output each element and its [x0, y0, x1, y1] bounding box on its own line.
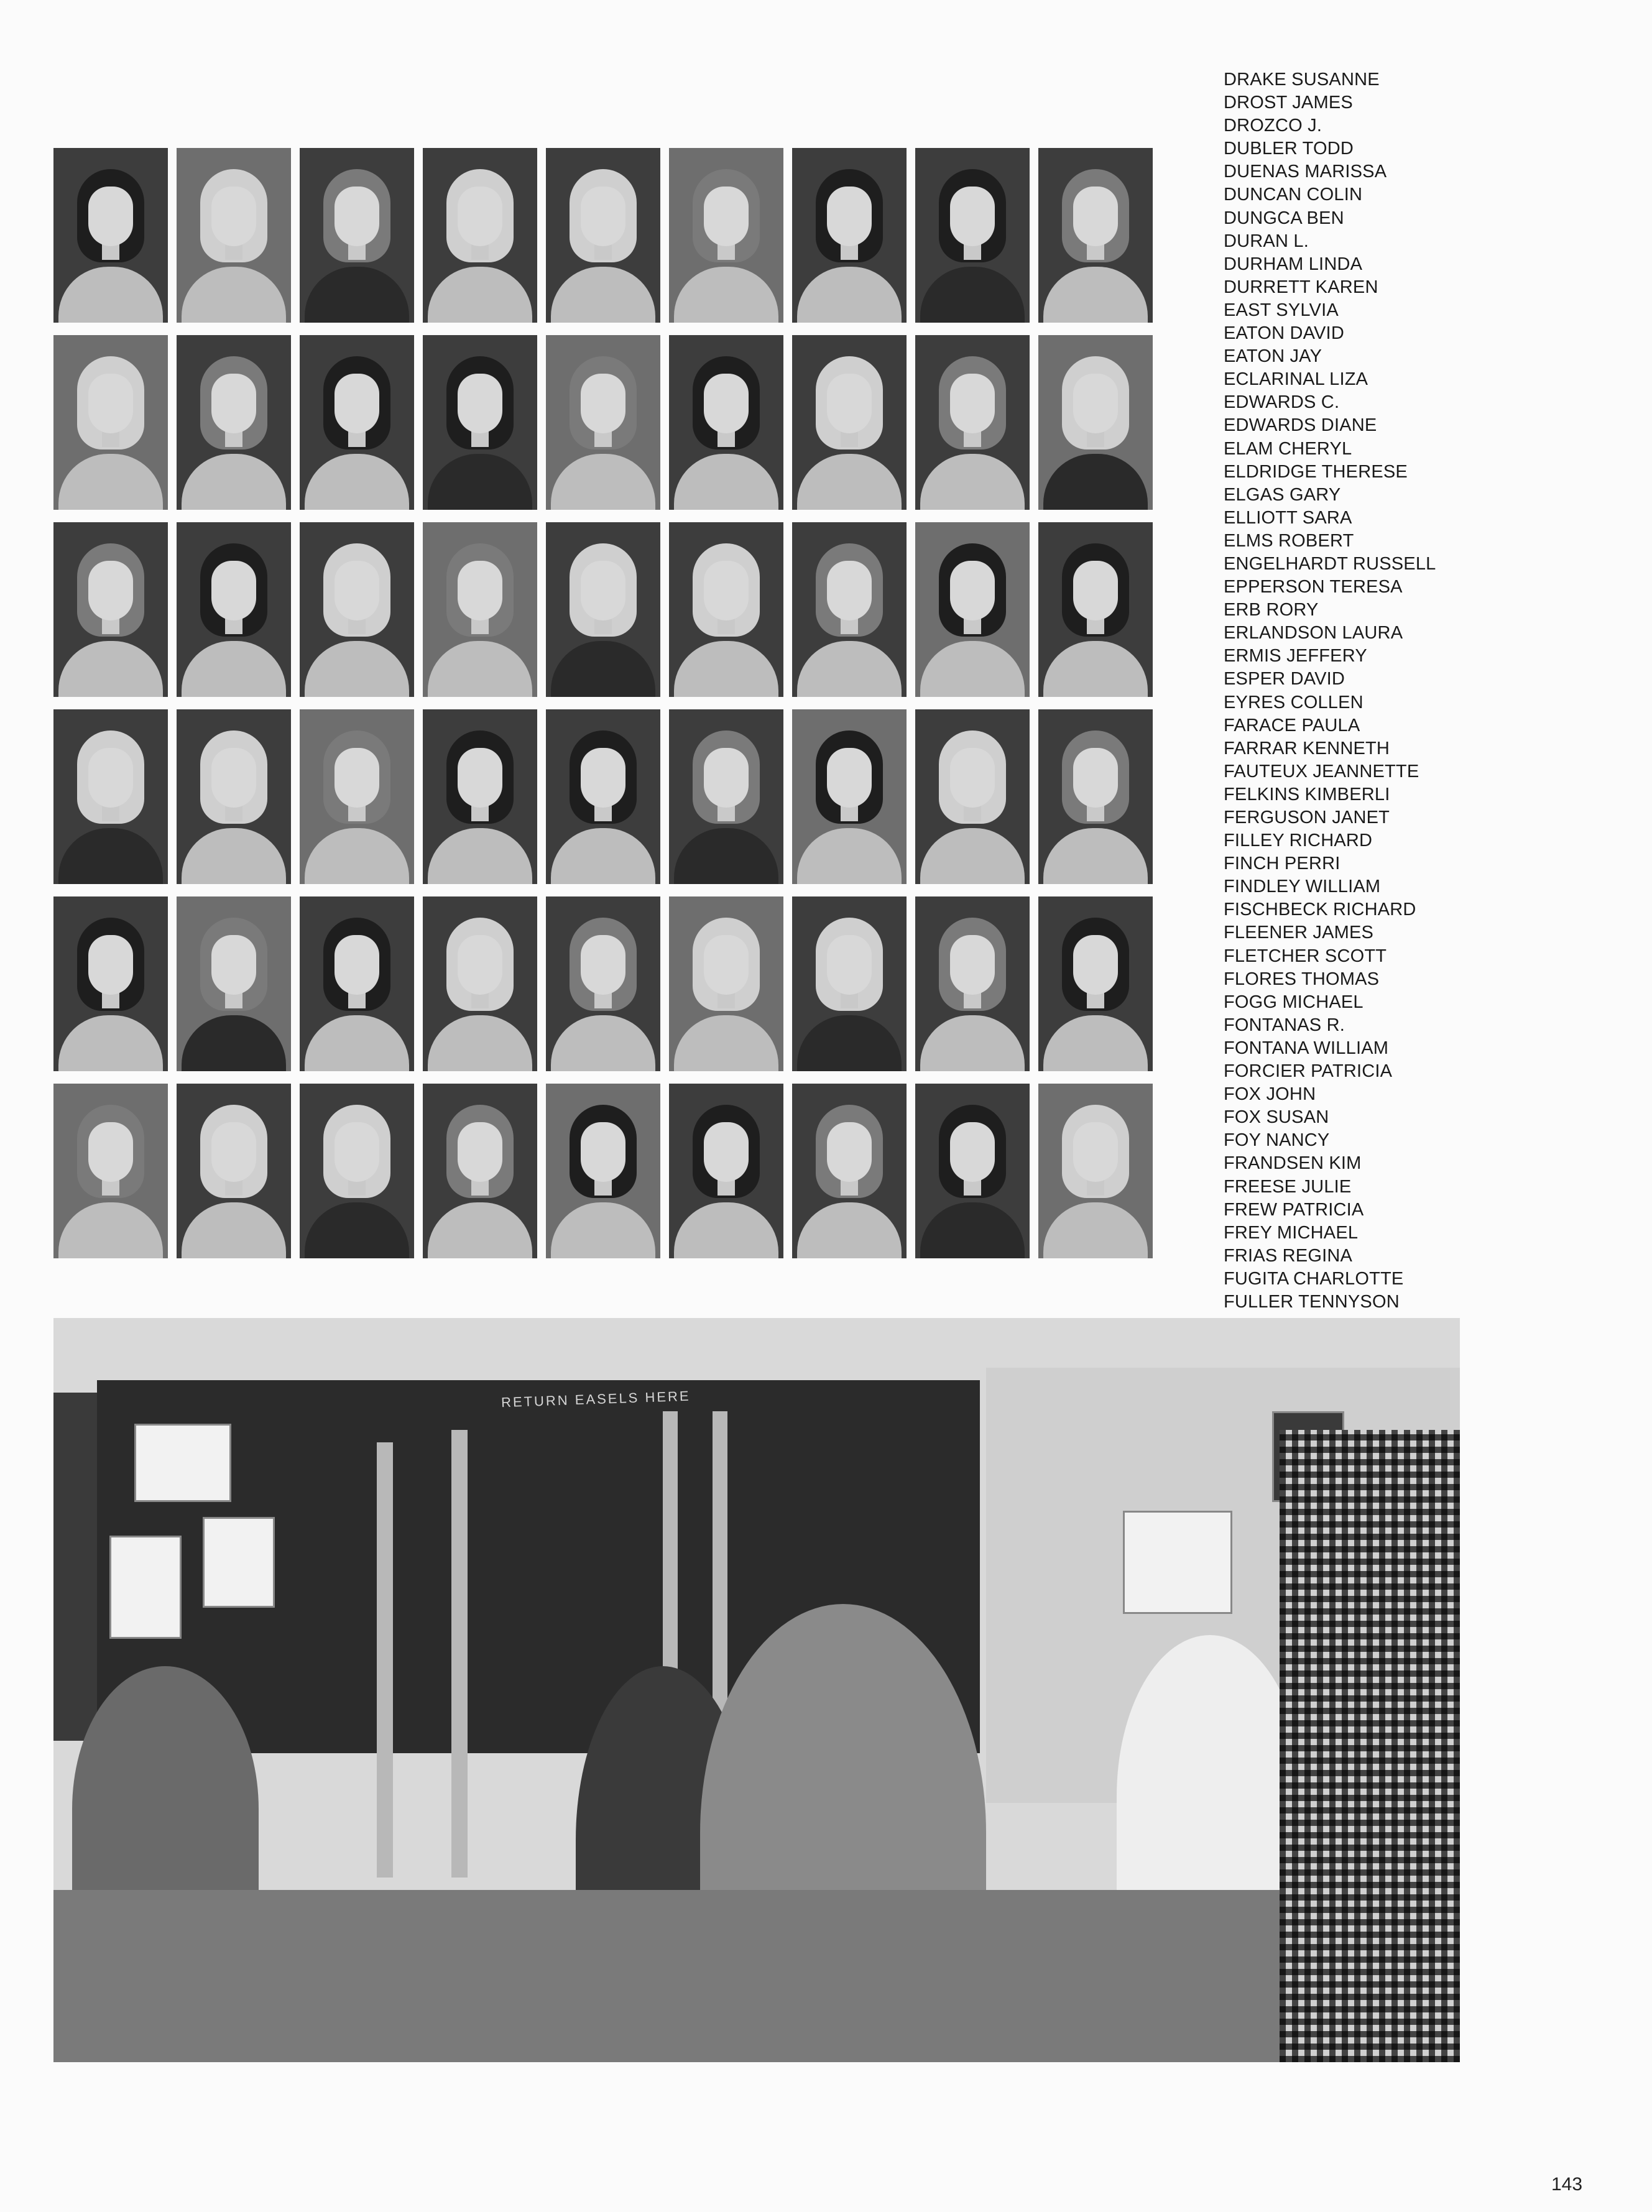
portrait-face — [1073, 1122, 1118, 1182]
student-name: FREY MICHAEL — [1224, 1222, 1359, 1243]
portrait-face — [581, 1122, 625, 1182]
portrait-face — [704, 1122, 749, 1182]
portrait-face — [335, 748, 379, 808]
student-name: FREESE JULIE — [1224, 1176, 1352, 1197]
student-portrait — [423, 709, 537, 884]
student-name: DUENAS MARISSA — [1224, 162, 1387, 182]
portrait-shoulders — [305, 641, 409, 697]
portrait-face — [950, 561, 995, 620]
portrait-face — [827, 561, 872, 620]
student-name: FLORES THOMAS — [1224, 969, 1380, 989]
portrait-shoulders — [920, 828, 1025, 884]
portrait-shoulders — [428, 828, 532, 884]
student-name: ERLANDSON LAURA — [1224, 623, 1403, 643]
student-name: FRANDSEN KIM — [1224, 1153, 1362, 1174]
portrait-face — [211, 187, 256, 246]
portrait-face — [950, 374, 995, 433]
student-portrait — [792, 148, 907, 323]
student-portrait — [546, 522, 660, 697]
portrait-shoulders — [305, 267, 409, 323]
student-name: ERB RORY — [1224, 600, 1319, 620]
student-name: FINDLEY WILLIAM — [1224, 877, 1381, 897]
portrait-face — [581, 374, 625, 433]
student-name: FARACE PAULA — [1224, 715, 1360, 735]
student-name: DUBLER TODD — [1224, 139, 1354, 159]
portrait-face — [950, 1122, 995, 1182]
student-name: ELAM CHERYL — [1224, 438, 1352, 459]
student-portrait — [177, 148, 291, 323]
student-name: DURAN L. — [1224, 231, 1309, 251]
portrait-shoulders — [1043, 641, 1148, 697]
student-portrait — [177, 896, 291, 1071]
portrait-face — [1073, 748, 1118, 808]
portrait-shoulders — [797, 828, 902, 884]
student-portrait — [53, 335, 168, 510]
portrait-face — [458, 561, 502, 620]
portrait-shoulders — [920, 454, 1025, 510]
student-portrait — [792, 896, 907, 1071]
portrait-shoulders — [920, 267, 1025, 323]
portrait-face — [827, 187, 872, 246]
student-portrait — [423, 148, 537, 323]
student-portrait — [546, 335, 660, 510]
portrait-face — [88, 748, 133, 808]
student-portrait — [1038, 335, 1153, 510]
student-portrait — [423, 896, 537, 1071]
portrait-shoulders — [1043, 454, 1148, 510]
portrait-face — [581, 748, 625, 808]
student-name: DURRETT KAREN — [1224, 277, 1378, 297]
student-portrait — [792, 1084, 907, 1258]
student-name: FORCIER PATRICIA — [1224, 1061, 1393, 1082]
portrait-face — [704, 935, 749, 995]
student-portrait — [915, 1084, 1030, 1258]
portrait-shoulders — [428, 454, 532, 510]
student-portrait — [669, 896, 783, 1071]
student-name: FULLER TENNYSON — [1224, 1291, 1400, 1312]
student-portrait — [53, 148, 168, 323]
portrait-shoulders — [551, 828, 655, 884]
student-portrait — [669, 148, 783, 323]
portrait-face — [458, 935, 502, 995]
student-portrait — [915, 896, 1030, 1071]
portrait-face — [458, 374, 502, 433]
student-name: FREW PATRICIA — [1224, 1199, 1364, 1220]
portrait-shoulders — [920, 1202, 1025, 1258]
portrait-face — [827, 374, 872, 433]
student-name: DROZCO J. — [1224, 116, 1322, 136]
portrait-face — [458, 748, 502, 808]
student-portrait — [915, 709, 1030, 884]
page-number: 143 — [1551, 2174, 1583, 2195]
portrait-face — [1073, 374, 1118, 433]
student-portrait — [669, 1084, 783, 1258]
portrait-shoulders — [674, 828, 778, 884]
student-name: FELKINS KIMBERLI — [1224, 784, 1390, 804]
student-portrait — [1038, 522, 1153, 697]
pinned-drawing — [1123, 1511, 1232, 1614]
portrait-shoulders — [58, 641, 163, 697]
portrait-face — [335, 374, 379, 433]
portrait-face — [458, 1122, 502, 1182]
student-name: FARRAR KENNETH — [1224, 738, 1390, 758]
portrait-face — [1073, 935, 1118, 995]
portrait-shoulders — [58, 828, 163, 884]
student-portrait — [423, 1084, 537, 1258]
student-portrait — [1038, 896, 1153, 1071]
portrait-face — [335, 1122, 379, 1182]
student-name: FILLEY RICHARD — [1224, 831, 1373, 851]
student-portrait — [423, 335, 537, 510]
student-name: FLEENER JAMES — [1224, 923, 1374, 943]
student-name-list — [1224, 68, 1436, 1314]
student-portrait — [300, 522, 414, 697]
student-portrait — [669, 709, 783, 884]
pinned-drawing — [203, 1517, 275, 1608]
student-name: FOX JOHN — [1224, 1084, 1316, 1105]
portrait-grid — [53, 148, 1156, 1260]
portrait-face — [704, 561, 749, 620]
student-name: ENGELHARDT RUSSELL — [1224, 553, 1436, 574]
student-portrait — [792, 335, 907, 510]
student-name: EDWARDS DIANE — [1224, 415, 1377, 436]
student-name: EATON JAY — [1224, 346, 1322, 367]
portrait-face — [88, 374, 133, 433]
student-portrait — [792, 709, 907, 884]
portrait-face — [827, 748, 872, 808]
portrait-shoulders — [797, 267, 902, 323]
student-name: DROST JAMES — [1224, 93, 1353, 113]
easel — [377, 1442, 393, 1878]
portrait-face — [211, 1122, 256, 1182]
portrait-face — [581, 561, 625, 620]
student-portrait — [1038, 709, 1153, 884]
portrait-shoulders — [58, 267, 163, 323]
portrait-shoulders — [797, 641, 902, 697]
student-name: FONTANA WILLIAM — [1224, 1038, 1389, 1058]
student-portrait — [546, 148, 660, 323]
portrait-face — [335, 561, 379, 620]
student-portrait — [300, 335, 414, 510]
easel — [451, 1430, 468, 1878]
portrait-shoulders — [551, 1015, 655, 1071]
portrait-shoulders — [674, 267, 778, 323]
portrait-face — [211, 561, 256, 620]
portrait-shoulders — [551, 1202, 655, 1258]
portrait-shoulders — [428, 641, 532, 697]
student-portrait — [546, 896, 660, 1071]
portrait-shoulders — [182, 1202, 286, 1258]
portrait-face — [335, 935, 379, 995]
portrait-shoulders — [920, 641, 1025, 697]
student-name: ELGAS GARY — [1224, 484, 1341, 505]
student-name: FUGITA CHARLOTTE — [1224, 1268, 1404, 1289]
student-name: FINCH PERRI — [1224, 854, 1341, 874]
student-portrait — [546, 709, 660, 884]
student-name: FISCHBECK RICHARD — [1224, 900, 1416, 920]
portrait-face — [211, 374, 256, 433]
portrait-face — [88, 1122, 133, 1182]
desk — [53, 1890, 1460, 2062]
portrait-shoulders — [182, 454, 286, 510]
student-portrait — [177, 1084, 291, 1258]
pinned-drawing — [109, 1536, 182, 1639]
portrait-shoulders — [182, 641, 286, 697]
student-name: FLETCHER SCOTT — [1224, 946, 1387, 966]
student-portrait — [177, 709, 291, 884]
student-portrait — [300, 709, 414, 884]
student-name: ELDRIDGE THERESE — [1224, 461, 1408, 482]
portrait-shoulders — [551, 641, 655, 697]
portrait-shoulders — [1043, 1202, 1148, 1258]
portrait-shoulders — [58, 1202, 163, 1258]
portrait-face — [704, 374, 749, 433]
portrait-shoulders — [305, 454, 409, 510]
portrait-face — [950, 748, 995, 808]
student-portrait — [669, 522, 783, 697]
student-name: FOGG MICHAEL — [1224, 992, 1364, 1012]
portrait-shoulders — [551, 454, 655, 510]
portrait-shoulders — [1043, 1015, 1148, 1071]
portrait-face — [1073, 561, 1118, 620]
student-name: EDWARDS C. — [1224, 392, 1340, 413]
checked-shirt — [1280, 1430, 1460, 2062]
student-portrait — [53, 522, 168, 697]
student-name: ERMIS JEFFERY — [1224, 646, 1367, 666]
portrait-face — [211, 748, 256, 808]
portrait-face — [581, 935, 625, 995]
student-portrait — [1038, 1084, 1153, 1258]
student-name: EAST SYLVIA — [1224, 300, 1339, 320]
portrait-shoulders — [1043, 267, 1148, 323]
student-portrait — [53, 1084, 168, 1258]
portrait-face — [704, 187, 749, 246]
student-name: EYRES COLLEN — [1224, 692, 1364, 712]
portrait-shoulders — [182, 1015, 286, 1071]
student-name: ELLIOTT SARA — [1224, 507, 1352, 528]
portrait-shoulders — [305, 1015, 409, 1071]
portrait-face — [950, 187, 995, 246]
student-name: DUNCAN COLIN — [1224, 185, 1363, 205]
student-name: DRAKE SUSANNE — [1224, 70, 1380, 90]
portrait-face — [950, 935, 995, 995]
portrait-face — [88, 187, 133, 246]
student-portrait — [669, 335, 783, 510]
student-name: ELMS ROBERT — [1224, 530, 1354, 551]
student-portrait — [915, 522, 1030, 697]
student-portrait — [177, 522, 291, 697]
student-name: DUNGCA BEN — [1224, 208, 1344, 228]
portrait-shoulders — [797, 1202, 902, 1258]
student-portrait — [300, 148, 414, 323]
student-portrait — [546, 1084, 660, 1258]
student-name: FONTANAS R. — [1224, 1015, 1345, 1035]
portrait-face — [88, 935, 133, 995]
portrait-shoulders — [428, 1015, 532, 1071]
portrait-shoulders — [920, 1015, 1025, 1071]
student-portrait — [915, 335, 1030, 510]
portrait-face — [335, 187, 379, 246]
student-portrait — [423, 522, 537, 697]
student-name: EPPERSON TERESA — [1224, 577, 1403, 597]
student-name: FAUTEUX JEANNETTE — [1224, 761, 1419, 781]
portrait-shoulders — [305, 828, 409, 884]
portrait-shoulders — [674, 1202, 778, 1258]
pinned-drawing — [134, 1424, 231, 1502]
student-name: ESPER DAVID — [1224, 669, 1345, 689]
portrait-shoulders — [674, 1015, 778, 1071]
portrait-shoulders — [551, 267, 655, 323]
student-name: FRIAS REGINA — [1224, 1245, 1353, 1266]
student-name: ECLARINAL LIZA — [1224, 369, 1368, 390]
portrait-shoulders — [182, 828, 286, 884]
student-name: FERGUSON JANET — [1224, 808, 1390, 827]
portrait-shoulders — [428, 267, 532, 323]
classroom-photo — [53, 1318, 1460, 2062]
portrait-face — [458, 187, 502, 246]
portrait-face — [581, 187, 625, 246]
portrait-face — [827, 1122, 872, 1182]
portrait-shoulders — [58, 1015, 163, 1071]
student-portrait — [300, 896, 414, 1071]
portrait-face — [827, 935, 872, 995]
student-name: DURHAM LINDA — [1224, 254, 1363, 274]
student-name: FOX SUSAN — [1224, 1107, 1329, 1128]
portrait-face — [1073, 187, 1118, 246]
portrait-shoulders — [428, 1202, 532, 1258]
portrait-shoulders — [674, 641, 778, 697]
student-name: EATON DAVID — [1224, 323, 1344, 344]
portrait-shoulders — [674, 454, 778, 510]
portrait-face — [211, 935, 256, 995]
student-portrait — [177, 335, 291, 510]
student-portrait — [53, 709, 168, 884]
portrait-shoulders — [1043, 828, 1148, 884]
portrait-face — [704, 748, 749, 808]
portrait-shoulders — [797, 454, 902, 510]
student-portrait — [915, 148, 1030, 323]
chalkboard-writing: RETURN EASELS HERE — [501, 1388, 691, 1411]
portrait-shoulders — [797, 1015, 902, 1071]
student-portrait — [53, 896, 168, 1071]
portrait-face — [88, 561, 133, 620]
portrait-shoulders — [182, 267, 286, 323]
student-name: FOY NANCY — [1224, 1130, 1330, 1151]
student-portrait — [792, 522, 907, 697]
portrait-shoulders — [58, 454, 163, 510]
student-portrait — [1038, 148, 1153, 323]
student-portrait — [300, 1084, 414, 1258]
portrait-shoulders — [305, 1202, 409, 1258]
